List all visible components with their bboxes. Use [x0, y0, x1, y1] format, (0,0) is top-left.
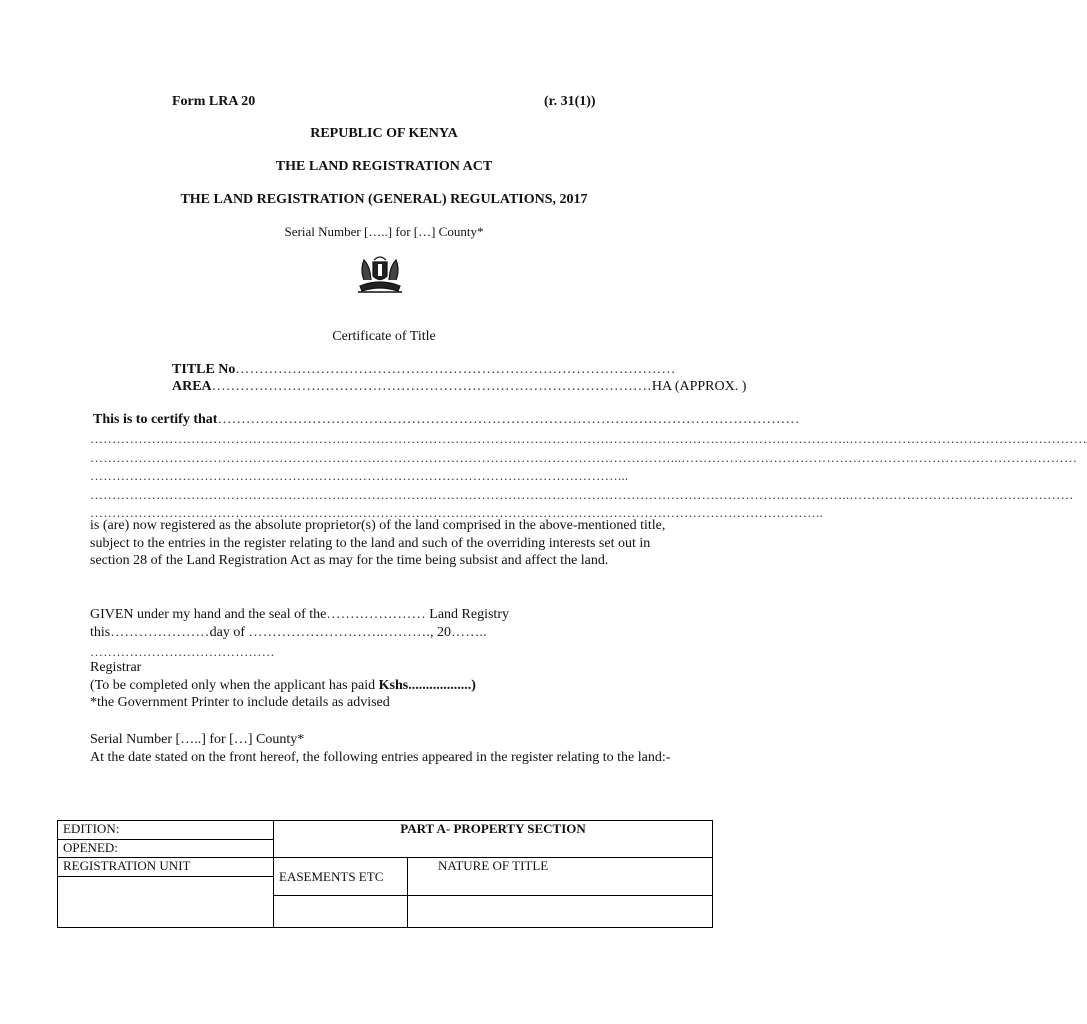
serial-number-line: Serial Number […..] for […] County* — [284, 224, 484, 239]
proprietor-dot-line: …………………………………………………………………………………………………………... — [90, 468, 629, 483]
registrar-label: Registrar — [90, 660, 142, 675]
act-heading: THE LAND REGISTRATION ACT — [275, 159, 493, 174]
applicant-note-text: (To be completed only when the applicant has paid — [90, 678, 379, 693]
easements-value-cell — [274, 896, 408, 928]
registration-statement-text: is (are) now registered as the absolute proprietor(s) of the land comprised in the above-mentioned title, subject to the entries in the register relating to the land and such of the overriding interests set out in section 28 of the Land Registration Act as may for the time being subsist and affect the land. — [90, 518, 666, 568]
form-label: Form LRA 20 — [172, 94, 256, 109]
regulations-heading: THE LAND REGISTRATION (GENERAL) REGULATIONS, 2017 — [180, 192, 588, 207]
given-suffix: Land Registry — [425, 607, 509, 622]
opened-cell: OPENED: — [58, 840, 274, 858]
title-number-field: ………………………………………………………………………………… — [235, 362, 676, 377]
area-field: ………………………………………………………………………………… — [211, 379, 652, 394]
rule-reference: (r. 31(1)) — [544, 94, 596, 109]
title-number-line — [172, 362, 676, 378]
registration-statement — [90, 517, 690, 570]
nature-of-title-value-cell — [408, 896, 713, 928]
certificate-title: Certificate of Title — [332, 329, 436, 344]
republic-heading: REPUBLIC OF KENYA — [310, 126, 458, 141]
applicant-fee-amount: Kshs..................) — [378, 678, 476, 693]
edition-cell: EDITION: — [58, 821, 274, 840]
proprietor-dot-line: ………………………………………………………………………………………………………………………………………………….. — [90, 505, 823, 520]
date-this-label: this — [90, 625, 111, 640]
given-line — [90, 607, 509, 623]
year-field: …….. — [451, 625, 487, 640]
day-of-label: day of — [209, 625, 249, 640]
register-intro — [90, 749, 690, 767]
easements-cell: EASEMENTS ETC — [274, 858, 408, 896]
registration-unit-cell: REGISTRATION UNIT — [58, 858, 274, 877]
registration-unit-value-cell — [58, 877, 274, 928]
applicant-note — [90, 678, 476, 694]
nature-of-title-cell: NATURE OF TITLE — [408, 858, 713, 896]
property-section-title: PART A- PROPERTY SECTION — [274, 821, 713, 858]
proprietor-dot-line: ………………………………………………………………………………………………………………………………………………………..……………………………………………… — [90, 431, 1087, 446]
signature-line: …………………………………… — [90, 644, 275, 659]
proprietor-dot-line: ………………………………………………………………………………………………………………………………………………………..…………………………………………… — [90, 487, 1074, 502]
year-label: , 20 — [430, 625, 452, 640]
property-section-table — [57, 820, 713, 928]
certify-field: …………………………………………………………………………………………………………… — [217, 412, 800, 427]
certify-line — [93, 412, 800, 428]
proprietor-dot-line: ……………………………………………………………………………………………………………………...……………………………………………………………………………… — [90, 450, 1078, 465]
area-unit: HA (APPROX. ) — [651, 379, 747, 394]
registry-name-field: ………………… — [326, 607, 426, 622]
register-serial-line: Serial Number […..] for […] County* — [90, 732, 305, 747]
area-line — [172, 379, 746, 395]
date-line — [90, 625, 487, 641]
area-label: AREA — [172, 379, 212, 394]
kenya-coat-of-arms-icon — [352, 250, 408, 296]
certify-label: This is to certify that — [93, 412, 218, 427]
title-number-label: TITLE No — [172, 362, 236, 377]
given-prefix: GIVEN under my hand and the seal of the — [90, 607, 327, 622]
register-intro-text: At the date stated on the front hereof, the following entries appeared in the register relating to the land:- — [90, 750, 671, 765]
government-printer-note: *the Government Printer to include details as advised — [90, 695, 390, 710]
day-field: ………………… — [110, 625, 210, 640]
month-field: ………………………..………. — [248, 625, 431, 640]
